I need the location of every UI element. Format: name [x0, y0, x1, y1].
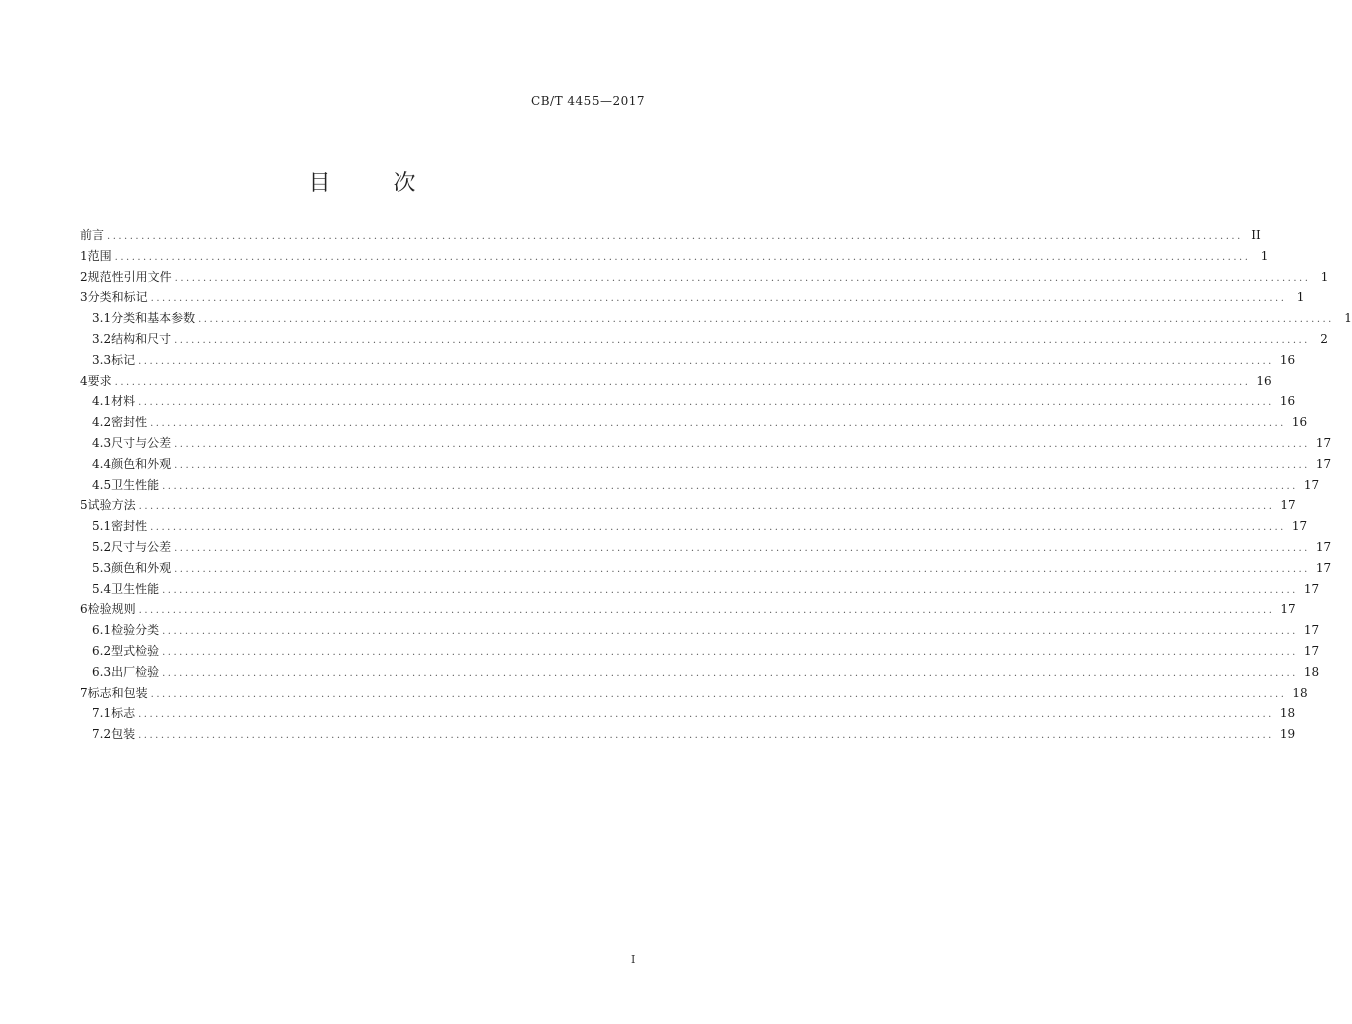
toc-entry[interactable]: [80, 558, 1332, 579]
toc-entry-label: 标志和包装: [87, 685, 148, 700]
toc-entry-page: 1: [1260, 248, 1269, 263]
toc-dot-leader: ........................................................................................................................................................................................................: [138, 730, 1274, 742]
toc-entry-page: 16: [1279, 394, 1296, 409]
toc-entry-number: 1: [80, 248, 88, 263]
toc-entry-label: 密封性: [111, 415, 148, 430]
toc-entry[interactable]: [80, 454, 1332, 475]
toc-dot-leader: ........................................................................................................................................................................................................: [138, 355, 1274, 367]
toc-entry[interactable]: [80, 641, 1320, 662]
toc-entry-page: 2: [1320, 331, 1328, 346]
toc-entry-label: 出厂检验: [111, 664, 160, 679]
toc-entry-page: 18: [1279, 706, 1296, 721]
toc-entry-number: 4.4: [92, 456, 112, 471]
toc-entry-page: 1: [1320, 269, 1329, 284]
toc-dot-leader: ........................................................................................................................................................................................................: [138, 709, 1274, 721]
toc-entry[interactable]: [80, 579, 1320, 600]
toc-entry-label: 卫生性能: [111, 581, 160, 596]
toc-entry-page: 18: [1303, 664, 1320, 679]
toc-entry-label: 结构和尺寸: [111, 331, 172, 346]
toc-entry-number: 4.2: [92, 415, 112, 430]
toc-dot-leader: ........................................................................................................................................................................................................: [162, 667, 1298, 679]
toc-entry-label: 密封性: [111, 519, 148, 534]
toc-entry-number: 2: [80, 269, 88, 284]
toc-entry[interactable]: [80, 516, 1308, 537]
toc-entry-label: 尺寸与公差: [111, 539, 172, 554]
toc-dot-leader: ........................................................................................................................................................................................................: [174, 459, 1310, 471]
toc-entry-number: 4: [80, 373, 88, 388]
toc-entry[interactable]: [80, 537, 1332, 558]
toc-entry[interactable]: [80, 703, 1296, 724]
toc-entry-page: 17: [1280, 498, 1296, 513]
toc-entry-label: 包装: [111, 727, 136, 742]
toc-entry-number: 5.3: [92, 560, 112, 575]
toc-entry[interactable]: [80, 412, 1308, 433]
toc-entry-number: 7.1: [92, 706, 112, 721]
toc-dot-leader: ........................................................................................................................................................................................................: [162, 646, 1298, 658]
toc-dot-leader: ........................................................................................................................................................................................................: [174, 438, 1310, 450]
toc-entry-label: 前言: [80, 228, 105, 242]
toc-entry-number: 5.2: [92, 539, 112, 554]
toc-entry[interactable]: [80, 391, 1296, 412]
toc-entry-number: 3.3: [92, 352, 112, 367]
toc-entry-page: 16: [1256, 373, 1272, 388]
toc-entry[interactable]: [80, 495, 1296, 516]
toc-entry[interactable]: [80, 599, 1296, 620]
toc-entry[interactable]: [80, 433, 1332, 454]
toc-entry[interactable]: [80, 475, 1320, 496]
toc-entry-label: 要求: [87, 373, 112, 388]
toc-entry-page: 17: [1303, 581, 1320, 596]
toc-entry-label: 颜色和外观: [111, 560, 172, 575]
toc-entry-label: 检验分类: [111, 623, 160, 638]
toc-entry-label: 标记: [111, 352, 136, 367]
toc-entry-page: 17: [1315, 539, 1332, 554]
toc-entry-page: 17: [1303, 643, 1320, 658]
toc-entry-page: 17: [1315, 560, 1332, 575]
toc-dot-leader: ........................................................................................................................................................................................................: [107, 231, 1243, 242]
toc-entry-page: 17: [1303, 477, 1320, 492]
toc-dot-leader: ........................................................................................................................................................................................................: [174, 563, 1310, 575]
toc-entry[interactable]: [80, 683, 1308, 704]
toc-entry-label: 颜色和外观: [111, 456, 172, 471]
toc-entry-label: 规范性引用文件: [87, 269, 172, 284]
page-number: I: [631, 953, 636, 966]
toc-entry-label: 卫生性能: [111, 477, 160, 492]
toc-entry-page: 19: [1279, 727, 1296, 742]
toc-entry-number: 4.3: [92, 435, 112, 450]
toc-entry-number: 4.5: [92, 477, 112, 492]
toc-dot-leader: ........................................................................................................................................................................................................: [150, 688, 1287, 700]
toc-entry[interactable]: [80, 287, 1305, 308]
toc-entry-page: 18: [1292, 685, 1308, 700]
toc-entry[interactable]: [80, 620, 1320, 641]
toc-entry-label: 型式检验: [111, 643, 160, 658]
toc-entry-number: 4.1: [92, 394, 112, 409]
toc-entry-number: 3: [80, 290, 88, 305]
toc-entry-label: 检验规则: [87, 602, 136, 617]
toc-entry-page: 17: [1280, 602, 1296, 617]
toc-dot-leader: ........................................................................................................................................................................................................: [150, 522, 1286, 534]
toc-entry[interactable]: [80, 225, 1261, 246]
toc-entry-page: II: [1251, 228, 1261, 242]
toc-entry[interactable]: [80, 662, 1320, 683]
toc-dot-leader: ........................................................................................................................................................................................................: [198, 314, 1334, 326]
toc-dot-leader: ........................................................................................................................................................................................................: [138, 605, 1275, 617]
toc-entry[interactable]: [80, 246, 1269, 267]
toc-entry-page: 16: [1279, 352, 1296, 367]
toc-entry-page: 17: [1291, 519, 1308, 534]
toc-dot-leader: ........................................................................................................................................................................................................: [174, 272, 1311, 284]
toc-dot-leader: ........................................................................................................................................................................................................: [174, 542, 1310, 554]
toc-entry-label: 材料: [111, 394, 136, 409]
toc-entry-page: 16: [1291, 415, 1308, 430]
toc-dot-leader: ........................................................................................................................................................................................................: [162, 626, 1298, 638]
toc-entry-number: 7.2: [92, 727, 112, 742]
toc-entry[interactable]: [80, 371, 1272, 392]
standard-code: CB/T 4455—2017: [531, 94, 645, 108]
toc-entry-page: 17: [1315, 456, 1332, 471]
toc-entry-number: 5.1: [92, 519, 112, 534]
toc-entry-number: 5.4: [92, 581, 112, 596]
toc-entry-page: 1: [1344, 311, 1352, 326]
toc-entry-number: 7: [80, 685, 88, 700]
table-of-contents: [80, 225, 1352, 745]
toc-entry-number: 5: [80, 498, 88, 513]
toc-dot-leader: ........................................................................................................................................................................................................: [150, 293, 1287, 305]
page-title: 目 次: [308, 171, 444, 196]
toc-dot-leader: ........................................................................................................................................................................................................: [150, 418, 1286, 430]
toc-entry-number: 6: [80, 602, 88, 617]
toc-entry-label: 试验方法: [87, 498, 136, 513]
toc-entry-label: 范围: [87, 248, 112, 263]
toc-entry-number: 6.2: [92, 643, 112, 658]
toc-entry[interactable]: [80, 724, 1296, 745]
toc-entry[interactable]: [80, 308, 1352, 329]
toc-entry[interactable]: [80, 350, 1296, 371]
toc-entry-label: 标志: [111, 706, 136, 721]
toc-entry-number: 6.3: [92, 664, 112, 679]
toc-dot-leader: ........................................................................................................................................................................................................: [162, 584, 1298, 596]
toc-dot-leader: ........................................................................................................................................................................................................: [138, 397, 1274, 409]
toc-entry-label: 分类和标记: [87, 290, 148, 305]
toc-dot-leader: ........................................................................................................................................................................................................: [138, 501, 1275, 513]
toc-entry-number: 3.2: [92, 331, 112, 346]
toc-dot-leader: ........................................................................................................................................................................................................: [114, 376, 1251, 388]
toc-dot-leader: ........................................................................................................................................................................................................: [162, 480, 1298, 492]
toc-entry-page: 17: [1315, 435, 1332, 450]
toc-entry-number: 3.1: [92, 311, 112, 326]
toc-entry-page: 17: [1303, 623, 1320, 638]
toc-entry-label: 尺寸与公差: [111, 435, 172, 450]
toc-entry-page: 1: [1296, 290, 1305, 305]
toc-entry[interactable]: [80, 267, 1329, 288]
toc-entry[interactable]: [80, 329, 1328, 350]
toc-dot-leader: ........................................................................................................................................................................................................: [174, 334, 1310, 346]
toc-entry-number: 6.1: [92, 623, 112, 638]
toc-dot-leader: ........................................................................................................................................................................................................: [114, 251, 1251, 263]
toc-entry-label: 分类和基本参数: [111, 311, 196, 326]
